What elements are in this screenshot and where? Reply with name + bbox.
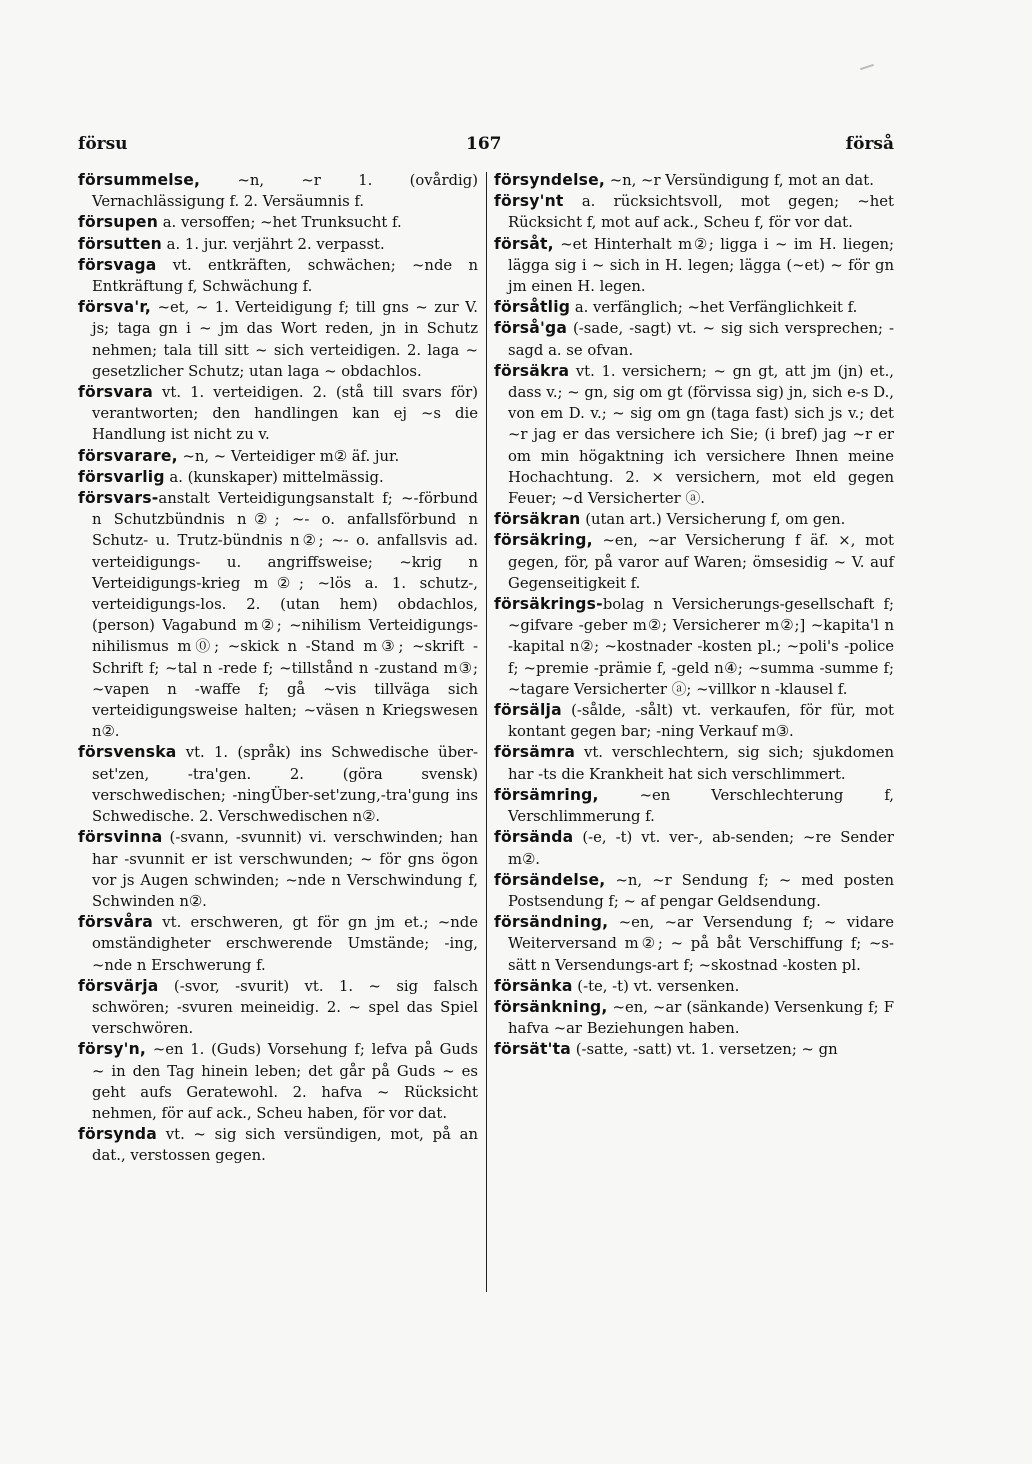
page-number: 167: [466, 134, 502, 154]
page-header: [78, 134, 894, 162]
dictionary-entry: [78, 382, 478, 446]
dictionary-entry: [494, 827, 894, 869]
dictionary-entry: [78, 827, 478, 912]
entry-definition: a. 1. jur. verjährt 2. verpasst.: [161, 235, 385, 253]
entry-headword: försyndelse,: [494, 171, 606, 189]
entry-definition: vt. entkräften, schwächen; ~nde n Entkräftung f, Schwächung f.: [92, 256, 478, 296]
dictionary-entry: [78, 742, 478, 827]
entry-definition: ~et, ~ 1. Verteidigung f; till gns ~ zur V. js; taga gn i ~ jm das Wort reden, jn in Schutz nehmen; tala till sitt ~ sich verteidigen. 2. laga ~ gesetzlicher Schutz; utan laga ~ obdachlos.: [92, 299, 478, 380]
dictionary-entry: [78, 212, 478, 233]
entry-headword: försänkning,: [494, 997, 608, 1016]
entry-definition: a. (kunskaper) mittelmässig.: [164, 468, 384, 486]
dictionary-entry: [78, 446, 478, 467]
scan-mark: [860, 64, 874, 70]
dictionary-entry: [494, 742, 894, 784]
entry-definition: anstalt Verteidigungsanstalt f; ~-förbund n Schutzbündnis n②; ~- o. anfallsförbund n Schutz- u. Trutz-bündnis n②; ~- o. anfallsvis ad. verteidigungs- u. angriffsweise; ~krig n Verteidigungs-krieg m②; ~lös a. 1. schutz-, verteidigungs-los. 2. (utan hem) obdachlos, (person) Vagabund m②; ~nihilism Verteidigungs-nihilismus m⓪; ~skick n -Stand m③; ~skrift -Schrift f; ~tal n -rede f; ~tillstånd n -zustand m③; ~vapen n -waffe f; gå ~vis tillväga sich verteidigungsweise halten; ~väsen n Kriegswesen n②.: [92, 490, 478, 741]
header-right-guideword: förså: [845, 134, 894, 154]
dictionary-entry: [494, 785, 894, 827]
entry-definition: (-e, -t) vt. ver-, ab-senden; ~re Sender m②.: [508, 829, 894, 868]
entry-headword: försvaga: [78, 255, 157, 274]
dictionary-entry: [78, 297, 478, 382]
entry-definition: a. verfänglich; ~het Verfänglichkeit f.: [570, 299, 858, 317]
entry-definition: ~en, ~ar Versicherung f äf. ×, mot gegen, för, på varor auf Waren; ömsesidig ~ V. auf Gegenseitigkeit f.: [508, 532, 894, 592]
entry-headword: försäkran: [494, 510, 581, 529]
entry-definition: ~n, ~r Sendung f; ~ med posten Postsendung f; ~ af pengar Geldsendung.: [508, 871, 894, 910]
entry-definition: ~et Hinterhalt m②; ligga i ~ im H. liegen; lägga sig i ~ sich in H. legen; lägga (~et) ~ för gn jm einen H. legen.: [508, 235, 894, 296]
header-left-guideword: försu: [78, 134, 128, 154]
entry-definition: (-sade, -sagt) vt. ~ sig sich versprechen; -sagd a. se ofvan.: [508, 320, 894, 359]
entry-definition: ~en Verschlechterung f, Verschlimmerung f.: [508, 786, 894, 826]
dictionary-entry: [494, 976, 894, 997]
dictionary-entry: [78, 1124, 478, 1166]
dictionary-entry: [78, 488, 478, 742]
entry-definition: vt. 1. (språk) ins Schwedische über-set'zen, -tra'gen. 2. (göra svensk) verschwedischen; -ningÜber-set'zung,-tra'gung ins Schwedische. 2. Verschwedischen n②.: [92, 744, 478, 826]
entry-headword: försåtlig: [494, 298, 571, 317]
entry-definition: vt. 1. verteidigen. 2. (stå till svars för) verantworten; den handlingen kan ej ~s die Handlung ist nicht zu v.: [92, 384, 478, 444]
dictionary-entry: [494, 870, 894, 912]
dictionary-entry: [494, 170, 894, 191]
entry-headword: försy'n,: [78, 1040, 147, 1059]
entry-headword: försummelse,: [78, 171, 201, 189]
dictionary-entry: [78, 912, 478, 976]
entry-headword: försäkrings-: [494, 595, 603, 614]
entry-definition: (utan art.) Versicherung f, om gen.: [580, 511, 846, 529]
entry-headword: försändning,: [494, 913, 609, 932]
dictionary-entry: [494, 234, 894, 298]
dictionary-entry: [78, 467, 478, 488]
left-column: [78, 170, 478, 1167]
entry-headword: försät'ta: [494, 1040, 571, 1059]
dictionary-entry: [494, 530, 894, 594]
dictionary-entry: [494, 361, 894, 509]
dictionary-entry: [494, 594, 894, 700]
dictionary-entry: [78, 234, 478, 255]
entry-definition: bolag n Versicherungs-gesellschaft f; ~gifvare -geber m②; Versicherer m②;] ~kapita'l n -kapital n②; ~kostnader -kosten pl.; ~poli's -police f; ~premie -prämie f, -geld n④; ~summa -summe f; ~tagare Versicherter ⓐ; ~villkor n -klausel f.: [508, 596, 894, 698]
entry-headword: försva'r,: [78, 298, 152, 317]
dictionary-entry: [494, 1039, 894, 1060]
dictionary-entry: [494, 997, 894, 1039]
entry-definition: ~en, ~ar (sänkande) Versenkung f; F hafva ~ar Beziehungen haben.: [508, 998, 894, 1038]
entry-headword: försvinna: [78, 828, 163, 847]
entry-headword: försämring,: [494, 785, 599, 804]
entry-definition: a. versoffen; ~het Trunksucht f.: [158, 214, 402, 232]
right-column: [494, 170, 894, 1061]
entry-definition: vt. verschlechtern, sig sich; sjukdomen har -ts die Krankheit hat sich verschlimmert.: [508, 744, 894, 783]
entry-definition: vt. erschweren, gt för gn jm et.; ~nde omständigheter erschwerende Umstände; -ing, ~nde n Erschwerung f.: [92, 914, 478, 974]
dictionary-entry: [78, 976, 478, 1040]
entry-headword: försvarare,: [78, 446, 178, 465]
entry-definition: vt. ~ sig sich versündigen, mot, på an dat., verstossen gegen.: [92, 1126, 478, 1165]
entry-definition: ~en 1. (Guds) Vorsehung f; lefva på Guds ~ in den Tag hinein leben; det går på Guds ~ es geht aufs Geratewohl. 2. hafva ~ Rücksicht nehmen, för auf ack., Scheu haben, för vor dat.: [92, 1041, 478, 1122]
entry-headword: försvenska: [78, 743, 177, 762]
entry-headword: försvars-: [78, 489, 159, 508]
dictionary-entry: [494, 318, 894, 360]
entry-headword: försälja: [494, 701, 562, 720]
entry-headword: försynda: [78, 1125, 158, 1144]
entry-headword: försy'nt: [494, 192, 564, 211]
entry-headword: förså'ga: [494, 319, 568, 338]
entry-headword: försåt,: [494, 234, 554, 253]
entry-definition: ~en, ~ar Versendung f; ~ vidare Weiterversand m②; ~ på båt Verschiffung f; ~s-sätt n Versendungs-art f; ~skostnad -kosten pl.: [508, 914, 894, 974]
entry-definition: (-te, -t) vt. versenken.: [572, 977, 740, 995]
dictionary-entry: [494, 191, 894, 233]
entry-headword: försäkring,: [494, 531, 593, 550]
entry-headword: försända: [494, 828, 574, 847]
dictionary-entry: [494, 509, 894, 530]
entry-headword: försutten: [78, 234, 162, 253]
entry-headword: försvarlig: [78, 467, 165, 486]
entry-headword: försvara: [78, 383, 153, 402]
entry-definition: ~n, ~ Verteidiger m② äf. jur.: [177, 447, 400, 465]
entry-definition: ~n, ~r Versündigung f, mot an dat.: [605, 172, 874, 189]
dictionary-entry: [78, 255, 478, 297]
entry-definition: (-satte, -satt) vt. 1. versetzen; ~ gn: [571, 1041, 838, 1059]
column-divider: [486, 172, 487, 1292]
entry-definition: a. rücksichtsvoll, mot gegen; ~het Rücksicht f, mot auf ack., Scheu f, för vor dat.: [508, 193, 894, 232]
entry-headword: försänka: [494, 976, 573, 995]
entry-definition: vt. 1. versichern; ~ gn gt, att jm (jn) et., dass v.; ~ gn, sig om gt (förvissa sig) jn, sich e-s D., von em D. v.; ~ sig om gn (taga fast) sich js v.; det ~r jag er das versichere ich Sie; (i bref) jag ~r er om min högaktning ich versichere Ihnen meine Hochachtung. 2. × versichern, mot eld gegen Feuer; ~d Versicherter ⓐ.: [508, 362, 894, 508]
entry-headword: försvärja: [78, 976, 159, 995]
entry-headword: försupen: [78, 213, 159, 232]
dictionary-entry: [78, 1039, 478, 1124]
dictionary-entry: [78, 170, 478, 212]
entry-definition: (-sålde, -sålt) vt. verkaufen, för für, mot kontant gegen bar; -ning Verkauf m③.: [508, 702, 894, 741]
dictionary-entry: [494, 700, 894, 742]
entry-headword: försändelse,: [494, 870, 606, 889]
entry-headword: försäkra: [494, 361, 570, 380]
entry-definition: (-svann, -svunnit) vi. verschwinden; han har -svunnit er ist verschwunden; ~ för gns ögon vor js Augen schwinden; ~nde n Verschwindung f, Schwinden n②.: [92, 829, 478, 910]
entry-headword: försämra: [494, 743, 576, 762]
dictionary-entry: [494, 912, 894, 976]
entry-definition: ~n, ~r 1. (ovårdig) Vernachlässigung f. 2. Versäumnis f.: [92, 172, 478, 211]
entry-headword: försvåra: [78, 913, 153, 932]
dictionary-entry: [494, 297, 894, 318]
entry-definition: (-svor, -svurit) vt. 1. ~ sig falsch schwören; -svuren meineidig. 2. ~ spel das Spiel verschwören.: [92, 977, 478, 1038]
